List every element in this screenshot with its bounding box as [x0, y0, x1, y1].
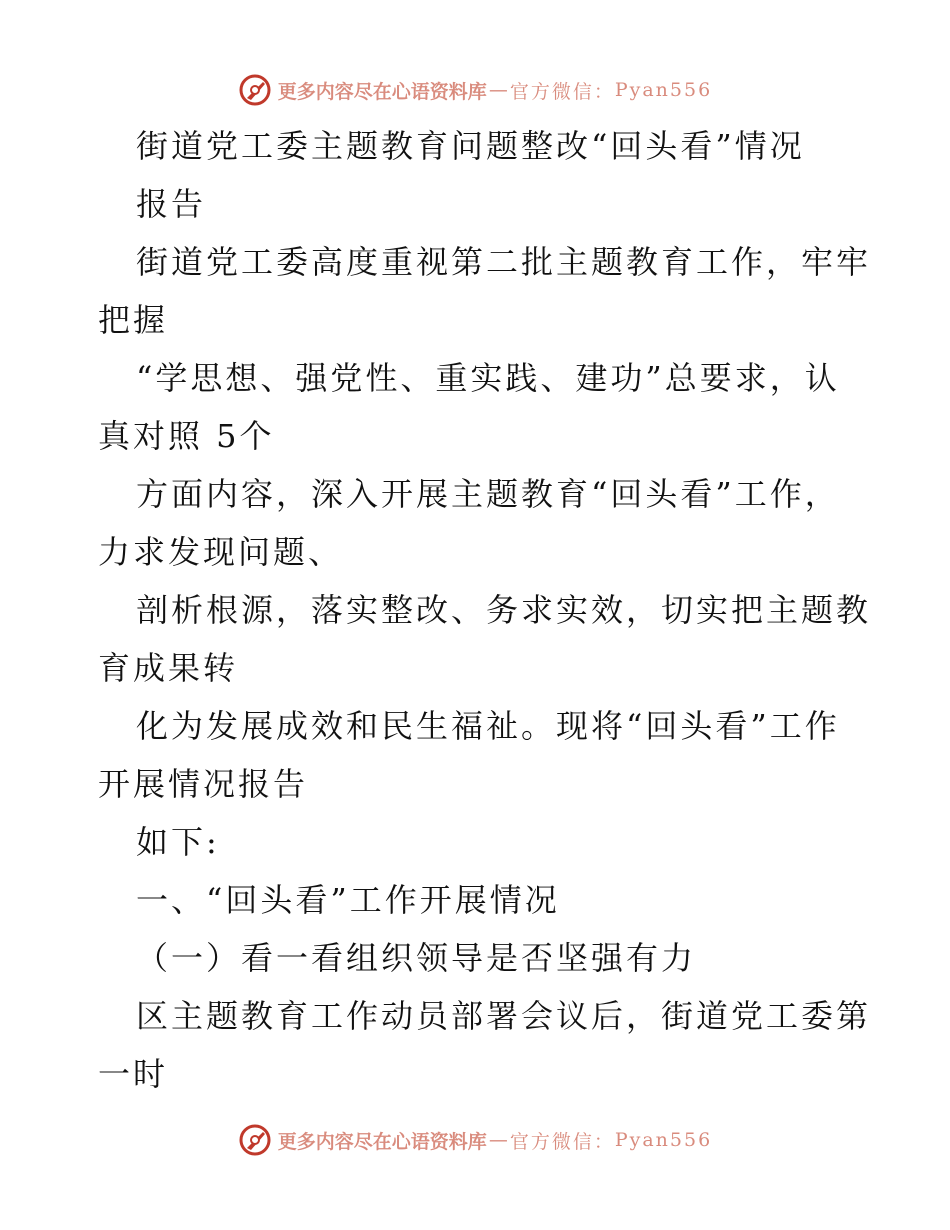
text-line: 育成果转 [98, 649, 239, 687]
header-watermark [0, 70, 950, 110]
text-line: “学思想、强党性、重实践、建功”总要求，认 [136, 359, 840, 397]
text-line: 力求发现问题、 [98, 533, 344, 571]
quill-logo-icon [238, 73, 272, 107]
text-line: 街道党工委高度重视第二批主题教育工作，牢牢 [136, 243, 872, 281]
text-line: （一）看一看组织领导是否坚强有力 [136, 939, 697, 977]
watermark-contact-id: Pyan556 [614, 1129, 713, 1151]
watermark-text: 更多内容尽在心语资料库 [277, 1130, 487, 1153]
text-line: 报告 [136, 185, 207, 223]
watermark-dash: — [488, 79, 508, 101]
text-line: 一、“回头看”工作开展情况 [136, 881, 560, 919]
text-line: 如下: [136, 823, 220, 861]
watermark-contact-label: 官方微信： [509, 1130, 615, 1153]
watermark-contact-id: Pyan556 [614, 79, 713, 101]
footer-watermark [0, 1120, 950, 1160]
watermark-contact-label: 官方微信： [509, 80, 615, 103]
text-line: 化为发展成效和民生福祉。现将“回头看”工作 [136, 707, 840, 745]
watermark-dash: — [488, 1129, 508, 1151]
text-line: 把握 [98, 301, 169, 339]
text-line: 一时 [98, 1055, 169, 1093]
quill-logo-icon [238, 1123, 272, 1157]
text-line: 街道党工委主题教育问题整改“回头看”情况 [136, 127, 805, 165]
text-line: 方面内容，深入开展主题教育“回头看”工作， [136, 475, 840, 513]
text-line: 区主题教育工作动员部署会议后，街道党工委第 [136, 997, 872, 1035]
text-line: 开展情况报告 [98, 765, 309, 803]
text-line: 剖析根源，落实整改、务求实效，切实把主题教 [136, 591, 872, 629]
watermark-text: 更多内容尽在心语资料库 [277, 80, 487, 103]
text-line: 真对照 5个 [98, 417, 275, 455]
